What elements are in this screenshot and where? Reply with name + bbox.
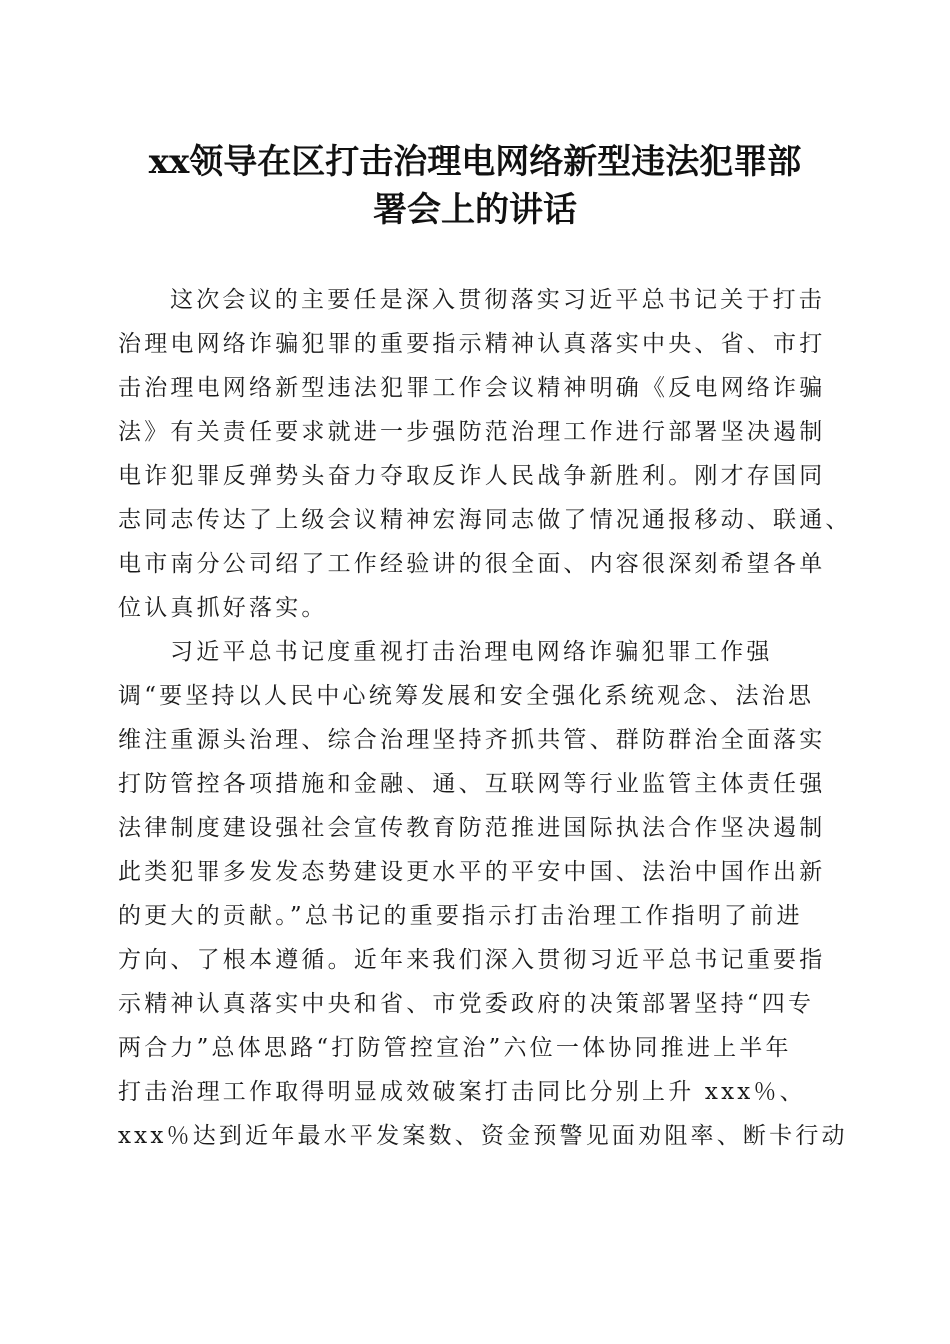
paragraph-line: 击治理电网络新型违法犯罪工作会议精神明确《反电网络诈骗 bbox=[118, 375, 826, 401]
paragraph-line: 法律制度建设强社会宣传教育防范推进国际执法合作坚决遏制 bbox=[118, 815, 826, 841]
paragraph-2 bbox=[118, 630, 848, 1158]
paragraph-line: 两合力”总体思路“打防管控宣治”六位一体协同推进上半年 bbox=[118, 1035, 792, 1061]
paragraph-line: 这次会议的主要任是深入贯彻落实习近平总书记关于打击 bbox=[170, 287, 825, 313]
paragraph-1 bbox=[118, 278, 852, 630]
title-line-1: xx领导在区打击治理电网络新型违法犯罪部 bbox=[148, 142, 802, 182]
paragraph-line: 调“要坚持以人民中心统筹发展和安全强化系统观念、法治思 bbox=[118, 683, 815, 709]
paragraph-line: 志同志传达了上级会议精神宏海同志做了情况通报移动、联通、 bbox=[118, 507, 852, 533]
paragraph-line: 的更大的贡献。”总书记的重要指示打击治理工作指明了前进 bbox=[118, 903, 803, 929]
paragraph-line: 法》有关责任要求就进一步强防范治理工作进行部署坚决遏制 bbox=[118, 419, 826, 445]
paragraph-line: 治理电网络诈骗犯罪的重要指示精神认真落实中央、省、市打 bbox=[118, 331, 826, 357]
paragraph-line: 打击治理工作取得明显成效破案打击同比分别上升 xxx％、 bbox=[118, 1079, 806, 1105]
document-body bbox=[118, 278, 852, 1158]
paragraph-line: 电诈犯罪反弹势头奋力夺取反诈人民战争新胜利。刚才存国同 bbox=[118, 463, 826, 489]
paragraph-line: 打防管控各项措施和金融、通、互联网等行业监管主体责任强 bbox=[118, 771, 826, 797]
paragraph-line: 电市南分公司绍了工作经验讲的很全面、内容很深刻希望各单 bbox=[118, 551, 826, 577]
document-title bbox=[0, 138, 950, 234]
paragraph-line: 示精神认真落实中央和省、市党委政府的决策部署坚持“四专 bbox=[118, 991, 815, 1017]
paragraph-line: 位认真抓好落实。 bbox=[118, 595, 328, 621]
paragraph-line: 习近平总书记度重视打击治理电网络诈骗犯罪工作强 bbox=[170, 639, 773, 665]
paragraph-line: 维注重源头治理、综合治理坚持齐抓共管、群防群治全面落实 bbox=[118, 727, 826, 753]
paragraph-line: 此类犯罪多发发态势建设更水平的平安中国、法治中国作出新 bbox=[118, 859, 826, 885]
paragraph-line: xxx％达到近年最水平发案数、资金预警见面劝阻率、断卡行动 bbox=[118, 1123, 848, 1149]
title-line-2: 署会上的讲话 bbox=[373, 190, 577, 230]
paragraph-line: 方向、了根本遵循。近年来我们深入贯彻习近平总书记重要指 bbox=[118, 947, 826, 973]
